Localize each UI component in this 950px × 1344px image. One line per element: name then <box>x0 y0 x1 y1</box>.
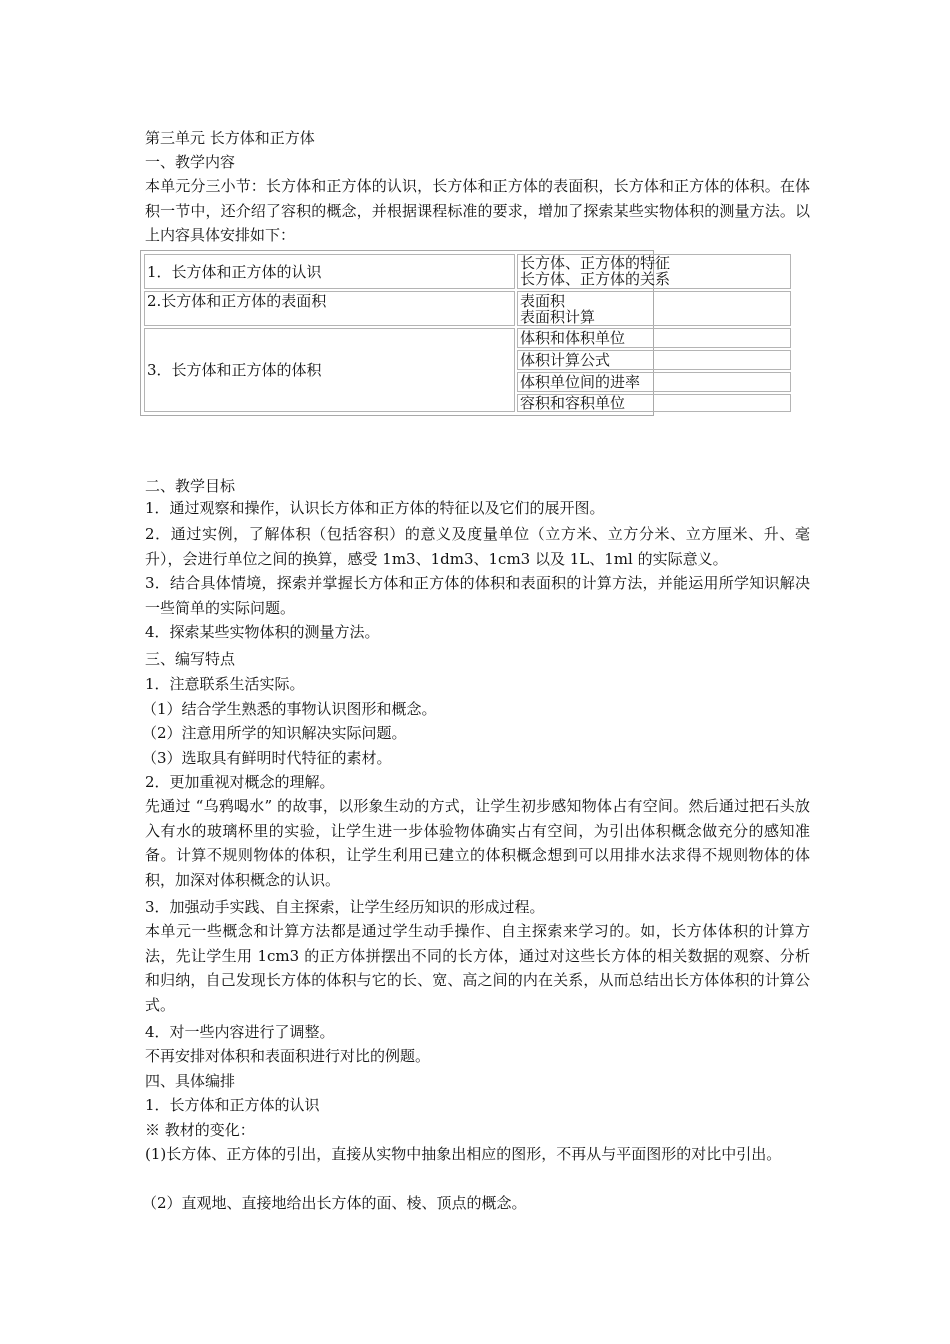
goal-item: 3．结合具体情境，探索并掌握长方体和正方体的体积和表面积的计算方法，并能运用所学知识解决一些简单的实际问题。 <box>145 574 810 617</box>
intro-paragraph: 本单元分三小节：长方体和正方体的认识，长方体和正方体的表面积，长方体和正方体的体积。在体积一节中，还介绍了容积的概念，并根据课程标准的要求，增加了探索某些实物体积的测量方法。以上内容具体安排如下： <box>145 177 810 244</box>
feature-paragraph: 不再安排对体积和表面积进行对比的例题。 <box>145 1047 431 1065</box>
feature-sub: （2）注意用所学的知识解决实际问题。 <box>142 724 407 742</box>
table-row-topic <box>517 328 791 348</box>
change-item: （2）直观地、直接地给出长方体的面、棱、顶点的概念。 <box>142 1194 527 1212</box>
material-change-note: ※ 教材的变化： <box>145 1121 255 1139</box>
topic-label: 长方体、正方体的关系 <box>520 270 671 288</box>
feature-point: 4．对一些内容进行了调整。 <box>145 1023 335 1041</box>
table-row-section <box>144 328 515 412</box>
table-row-topics <box>517 291 791 326</box>
table-row-topic <box>517 394 791 412</box>
arrangement-point: 1．长方体和正方体的认识 <box>145 1096 320 1114</box>
section-label: 1．长方体和正方体的认识 <box>147 263 322 281</box>
feature-paragraph: 本单元一些概念和计算方法都是通过学生动手操作、自主探索来学习的。如，长方体体积的计算方法，先让学生用 1cm3 的正方体拼摆出不同的长方体，通过对这些长方体的相关数据的观察、分析和归纳，自己发现长方体的体积与它的长、宽、高之间的内在关系，从而总结出长方体体积的计算公式。 <box>145 922 810 1014</box>
section-label: 3．长方体和正方体的体积 <box>147 361 322 379</box>
table-row-topic <box>517 372 791 392</box>
feature-point: 1．注意联系生活实际。 <box>145 675 305 693</box>
topic-label: 长方体、正方体的特征 <box>520 254 671 272</box>
topic-label: 体积计算公式 <box>520 351 611 369</box>
topic-label: 体积和体积单位 <box>520 329 626 347</box>
feature-sub: （1）结合学生熟悉的事物认识图形和概念。 <box>142 700 437 718</box>
feature-point: 3．加强动手实践、自主探索，让学生经历知识的形成过程。 <box>145 898 545 916</box>
goal-item: 4．探索某些实物体积的测量方法。 <box>145 623 380 641</box>
unit-title: 第三单元 长方体和正方体 <box>145 129 315 147</box>
feature-point: 2．更加重视对概念的理解。 <box>145 773 335 791</box>
section-heading-features: 三、编写特点 <box>145 650 236 668</box>
section-heading-arrangement: 四、具体编排 <box>145 1072 236 1090</box>
content-table <box>140 250 671 416</box>
table-row-topic <box>517 350 791 370</box>
table-row-section <box>144 254 515 289</box>
section-heading-goals: 二、教学目标 <box>145 477 236 495</box>
topic-label: 表面积计算 <box>520 308 596 326</box>
table-row-section <box>144 291 515 326</box>
feature-paragraph: 先通过 “乌鸦喝水” 的故事，以形象生动的方式，让学生初步感知物体占有空间。然后通过把石头放入有水的玻璃杯里的实验，让学生进一步体验物体确实占有空间，为引出体积概念做充分的感知准备。计算不规则物体的体积，让学生利用已建立的体积概念想到可以用排水法求得不规则物体的体积，加深对体积概念的认识。 <box>145 797 810 889</box>
section-heading-content: 一、教学内容 <box>145 153 236 171</box>
topic-label: 容积和容积单位 <box>520 394 626 412</box>
topic-label: 体积单位间的进率 <box>520 373 641 391</box>
feature-sub: （3）选取具有鲜明时代特征的素材。 <box>142 749 392 767</box>
section-label: 2.长方体和正方体的表面积 <box>147 292 327 310</box>
table-row-topics <box>517 254 791 289</box>
goal-item: 1．通过观察和操作，认识长方体和正方体的特征以及它们的展开图。 <box>145 499 605 517</box>
goal-item: 2．通过实例，了解体积（包括容积）的意义及度量单位（立方米、立方分米、立方厘米、升、毫升），会进行单位之间的换算，感受 1m3、1dm3、1cm3 以及 1L、1ml 的实际意义。 <box>145 525 810 568</box>
change-item: (1)长方体、正方体的引出，直接从实物中抽象出相应的图形，不再从与平面图形的对比中引出。 <box>145 1145 782 1163</box>
topic-label: 表面积 <box>520 292 566 310</box>
